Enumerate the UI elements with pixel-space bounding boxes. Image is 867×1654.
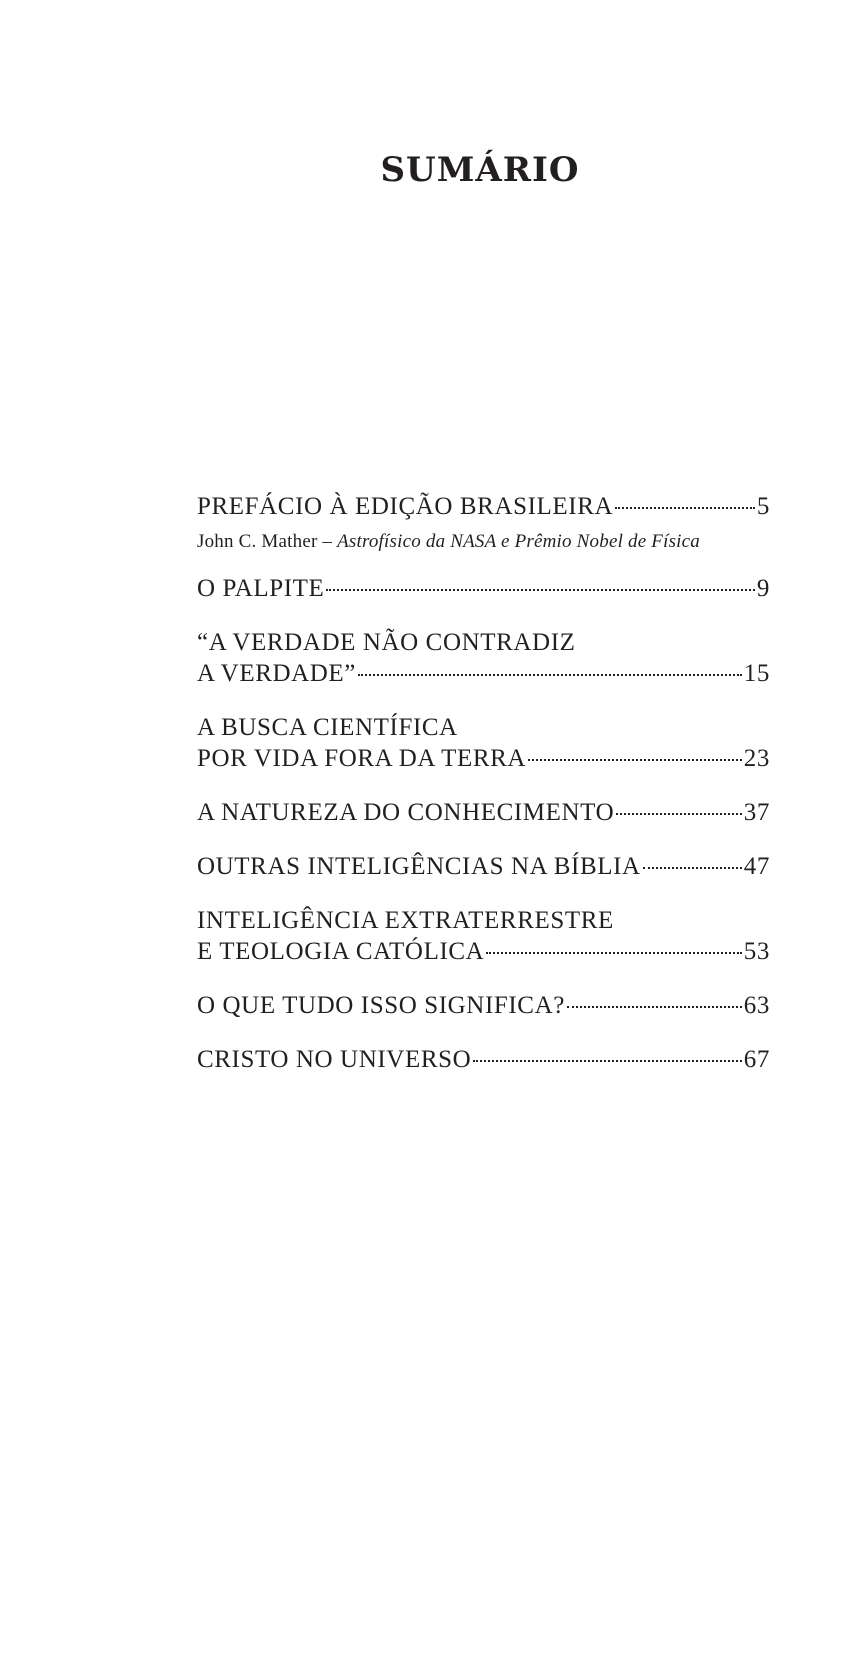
page-number: 15 [743,660,770,687]
toc-entry-title: OUTRAS INTELIGÊNCIAS NA BÍBLIA [197,853,641,880]
toc-entry-cristo[interactable] [197,1044,770,1075]
page-number: 53 [743,938,770,965]
toc-entry-title: E TEOLOGIA CATÓLICA [197,938,485,965]
toc-entry-line [197,851,770,882]
author-name: John C. Mather – [197,531,338,552]
page-number: 67 [743,1046,770,1073]
toc-entry-title-line1: INTELIGÊNCIA EXTRATERRESTRE [197,907,614,934]
dot-leader [528,759,742,761]
page-number: 63 [743,992,770,1019]
toc-entry-teologia[interactable] [197,905,770,967]
toc-entry-verdade[interactable] [197,627,770,689]
toc-entry-biblia[interactable] [197,851,770,882]
page-number: 47 [743,853,770,880]
dot-leader [486,952,741,954]
toc-entry-line [197,658,770,689]
author-role: Astrofísico da NASA e Prêmio Nobel de Física [337,531,700,552]
page-number: 37 [743,799,770,826]
dot-leader [567,1006,742,1008]
dot-leader [358,674,742,676]
page-number: 5 [756,493,770,520]
toc-entry-line [197,573,770,604]
toc-entry-title-line1: A BUSCA CIENTÍFICA [197,714,458,741]
toc-entry-title: A NATUREZA DO CONHECIMENTO [197,799,615,826]
dot-leader [326,589,754,591]
toc-entry-line [197,797,770,828]
toc-entry-line [197,743,770,774]
toc-entry-significa[interactable] [197,990,770,1021]
toc-entry-line [197,990,770,1021]
toc-entry-title: A VERDADE” [197,660,357,687]
page-title: SUMÁRIO [380,150,580,190]
toc-entry-title-line1: “A VERDADE NÃO CONTRADIZ [197,629,576,656]
toc-entry-title: PREFÁCIO À EDIÇÃO BRASILEIRA [197,493,614,520]
dot-leader [615,507,755,509]
toc-entry-prefacio[interactable] [197,491,770,554]
toc-entry-line [197,1044,770,1075]
toc-entry-line [197,936,770,967]
toc-entry-title: CRISTO NO UNIVERSO [197,1046,472,1073]
toc-entry-line [197,491,770,522]
toc-entry-title: O PALPITE [197,575,325,602]
page-number: 23 [743,745,770,772]
toc-entry-natureza[interactable] [197,797,770,828]
dot-leader [643,867,742,869]
dot-leader [616,813,742,815]
toc-entry-palpite[interactable] [197,573,770,604]
toc-entry-title: POR VIDA FORA DA TERRA [197,745,527,772]
dot-leader [473,1060,742,1062]
toc-entry-author [197,530,770,554]
page-number: 9 [756,575,770,602]
toc-entry-title: O QUE TUDO ISSO SIGNIFICA? [197,992,565,1019]
table-of-contents [197,491,770,1075]
toc-entry-busca[interactable] [197,712,770,774]
